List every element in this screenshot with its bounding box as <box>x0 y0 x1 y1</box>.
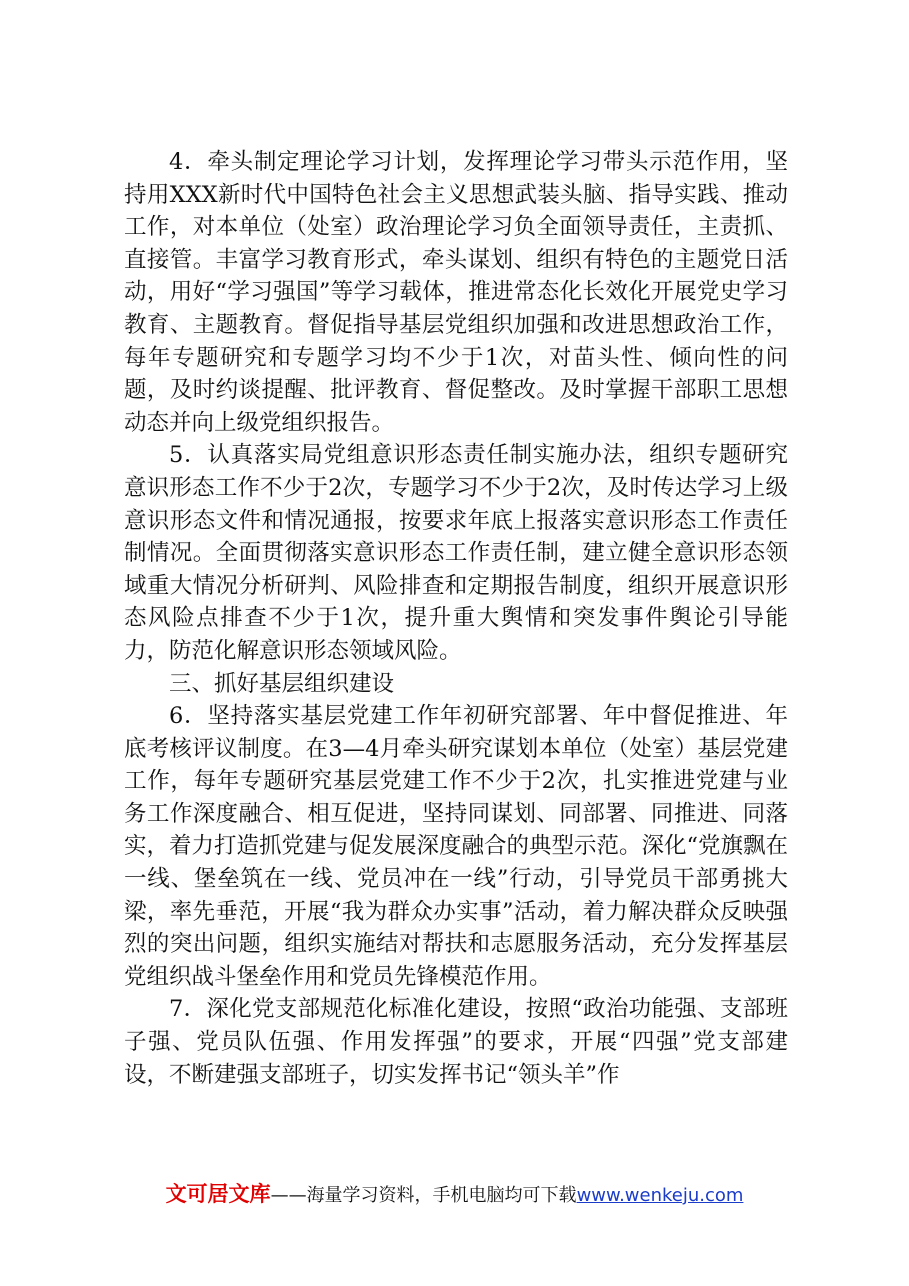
paragraph-4: 4．牵头制定理论学习计划，发挥理论学习带头示范作用，坚持用XXX新时代中国特色社会主义思想武装头脑、指导实践、推动工作，对本单位（处室）政治理论学习负全面领导责任，主责抓、直接管。丰富学习教育形式，牵头谋划、组织有特色的主题党日活动，用好“学习强国”等学习载体，推进常态化长效化开展党史学习教育、主题教育。督促指导基层党组织加强和改进思想政治工作，每年专题研究和专题学习均不少于1次，对苗头性、倾向性的问题，及时约谈提醒、批评教育、督促整改。及时掌握干部职工思想动态并向上级党组织报告。 <box>124 149 788 436</box>
paragraph-6: 6．坚持落实基层党建工作年初研究部署、年中督促推进、年底考核评议制度。在3—4月牵头研究谋划本单位（处室）基层党建工作，每年专题研究基层党建工作不少于2次，扎实推进党建与业务工作深度融合、相互促进，坚持同谋划、同部署、同推进、同落实，着力打造抓党建与促发展深度融合的典型示范。深化“党旗飘在一线、堡垒筑在一线、党员冲在一线”行动，引导党员干部勇挑大梁，率先垂范，开展“我为群众办实事”活动，着力解决群众反映强烈的突出问题，组织实施结对帮扶和志愿服务活动，充分发挥基层党组织战斗堡垒作用和党员先锋模范作用。 <box>124 703 789 990</box>
document-body <box>124 146 788 1091</box>
footer-slogan: ——海量学习资料，手机电脑均可下载 <box>270 1185 577 1206</box>
section-heading: 三、抓好基层组织建设 <box>169 670 395 697</box>
footer-banner <box>0 1181 909 1209</box>
paragraph-5: 5．认真落实局党组意识形态责任制实施办法，组织专题研究意识形态工作不少于2次，专题学习不少于2次，及时传达学习上级意识形态文件和情况通报，按要求年底上报落实意识形态工作责任制情况。全面贯彻落实意识形态工作责任制，建立健全意识形态领域重大情况分析研判、风险排查和定期报告制度，组织开展意识形态风险点排查不少于1次，提升重大舆情和突发事件舆论引导能力，防范化解意识形态领域风险。 <box>124 442 788 664</box>
footer-brand: 文可居文库 <box>165 1182 271 1206</box>
paragraph-7: 7．深化党支部规范化标准化建设，按照“政治功能强、支部班子强、党员队伍强、作用发挥强”的要求，开展“四强”党支部建设，不断建强支部班子，切实发挥书记“领头羊”作 <box>124 996 788 1088</box>
footer-site-link[interactable]: www.wenkeju.com <box>576 1185 744 1206</box>
